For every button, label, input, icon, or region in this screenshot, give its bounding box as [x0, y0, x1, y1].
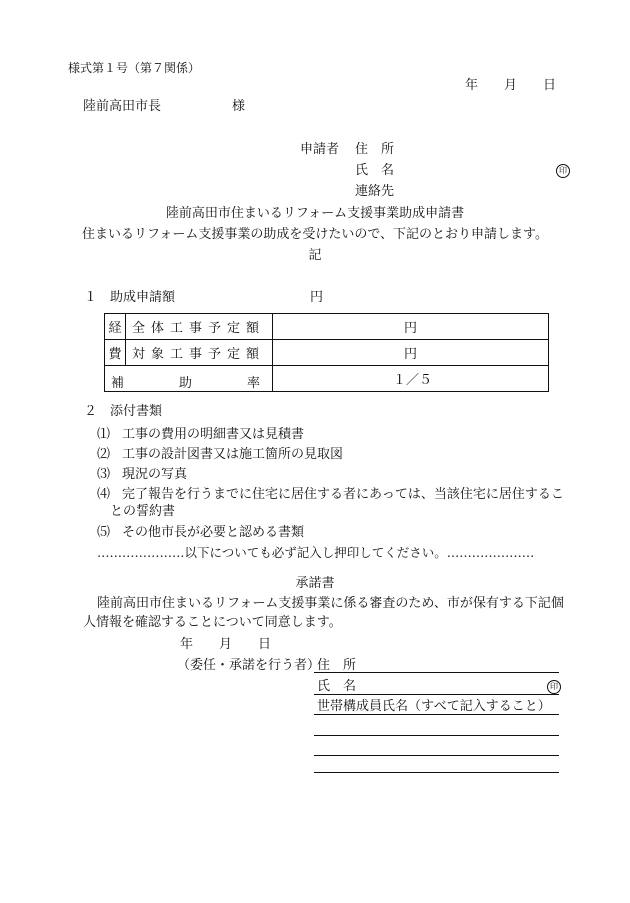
list-item-number: ⑷	[97, 487, 111, 502]
row-label-target: 対象工事予定額	[126, 340, 273, 366]
household-input-line[interactable]	[314, 772, 559, 773]
ki-heading: 記	[308, 248, 322, 263]
table-row	[105, 340, 549, 366]
consent-name-label: 氏 名	[317, 679, 357, 694]
list-item: 完了報告を行うまでに住宅に居住する者にあっては、当該住宅に居住するこ	[122, 487, 564, 502]
applicant-label: 申請者	[300, 142, 340, 157]
addressee-honorific: 様	[232, 99, 246, 114]
household-input-line[interactable]	[314, 714, 559, 715]
rate-value: １／５	[273, 366, 549, 392]
date-field[interactable]: 年 月 日	[465, 78, 557, 93]
section2-heading: ２ 添付書類	[84, 404, 163, 419]
list-item: 現況の写真	[122, 467, 188, 482]
list-item-continuation: との誓約書	[110, 504, 176, 519]
section1-unit: 円	[310, 290, 324, 305]
form-number: 様式第１号（第７関係）	[68, 61, 201, 75]
address-input-line[interactable]	[314, 672, 559, 673]
consent-body: 人情報を確認することについて同意します。	[83, 615, 342, 630]
seal-icon: 印	[547, 680, 561, 694]
notice-text: …………………以下についても必ず記入し押印してください。…………………	[97, 545, 535, 560]
group-label-bottom: 費	[105, 340, 126, 366]
consent-address-label: 住 所	[317, 658, 357, 673]
consent-date-field[interactable]: 年 月 日	[180, 637, 272, 652]
list-item-number: ⑸	[97, 525, 111, 540]
seal-icon: 印	[556, 164, 570, 178]
applicant-name-label: 氏 名	[355, 163, 395, 178]
form-title: 陸前高田市住まいるリフォーム支援事業助成申請書	[165, 206, 465, 221]
table-row	[105, 314, 549, 340]
list-item-number: ⑶	[97, 467, 111, 482]
household-label: 世帯構成員氏名（すべて記入すること）	[317, 699, 551, 714]
consent-title: 承諾書	[295, 576, 335, 591]
section1-heading: １ 助成申請額	[84, 290, 176, 305]
row-label-total: 全体工事予定額	[126, 314, 273, 340]
intro-text: 住まいるリフォーム支援事業の助成を受けたいので、下記のとおり申請します。	[81, 227, 549, 242]
rate-label-char: 率	[247, 376, 261, 391]
name-input-line[interactable]	[314, 694, 559, 695]
table-row	[105, 366, 549, 392]
addressee: 陸前高田市長	[83, 99, 162, 114]
applicant-address-label: 住 所	[355, 142, 395, 157]
list-item: 工事の費用の明細書又は見積書	[122, 427, 305, 442]
rate-label-char: 助	[179, 376, 193, 391]
amount-target-cell[interactable]	[273, 340, 549, 366]
yen-unit: 円	[403, 321, 417, 336]
list-item: その他市長が必要と認める書類	[122, 525, 305, 540]
list-item-number: ⑵	[97, 447, 111, 462]
applicant-contact-label: 連絡先	[355, 184, 395, 199]
group-label-top: 経	[105, 314, 126, 340]
yen-unit: 円	[403, 347, 417, 362]
list-item: 工事の設計図書又は施工箇所の見取図	[122, 447, 344, 462]
list-item-number: ⑴	[97, 427, 111, 442]
household-input-line[interactable]	[314, 735, 559, 736]
rate-label-cell	[105, 366, 273, 392]
rate-label-char: 補	[111, 376, 125, 391]
delegator-label: （委任・承諾を行う者）	[177, 658, 321, 673]
amount-table	[104, 313, 549, 392]
household-input-line[interactable]	[314, 755, 559, 756]
amount-total-cell[interactable]	[273, 314, 549, 340]
consent-body: 陸前高田市住まいるリフォーム支援事業に係る審査のため、市が保有する下記個	[97, 596, 564, 611]
